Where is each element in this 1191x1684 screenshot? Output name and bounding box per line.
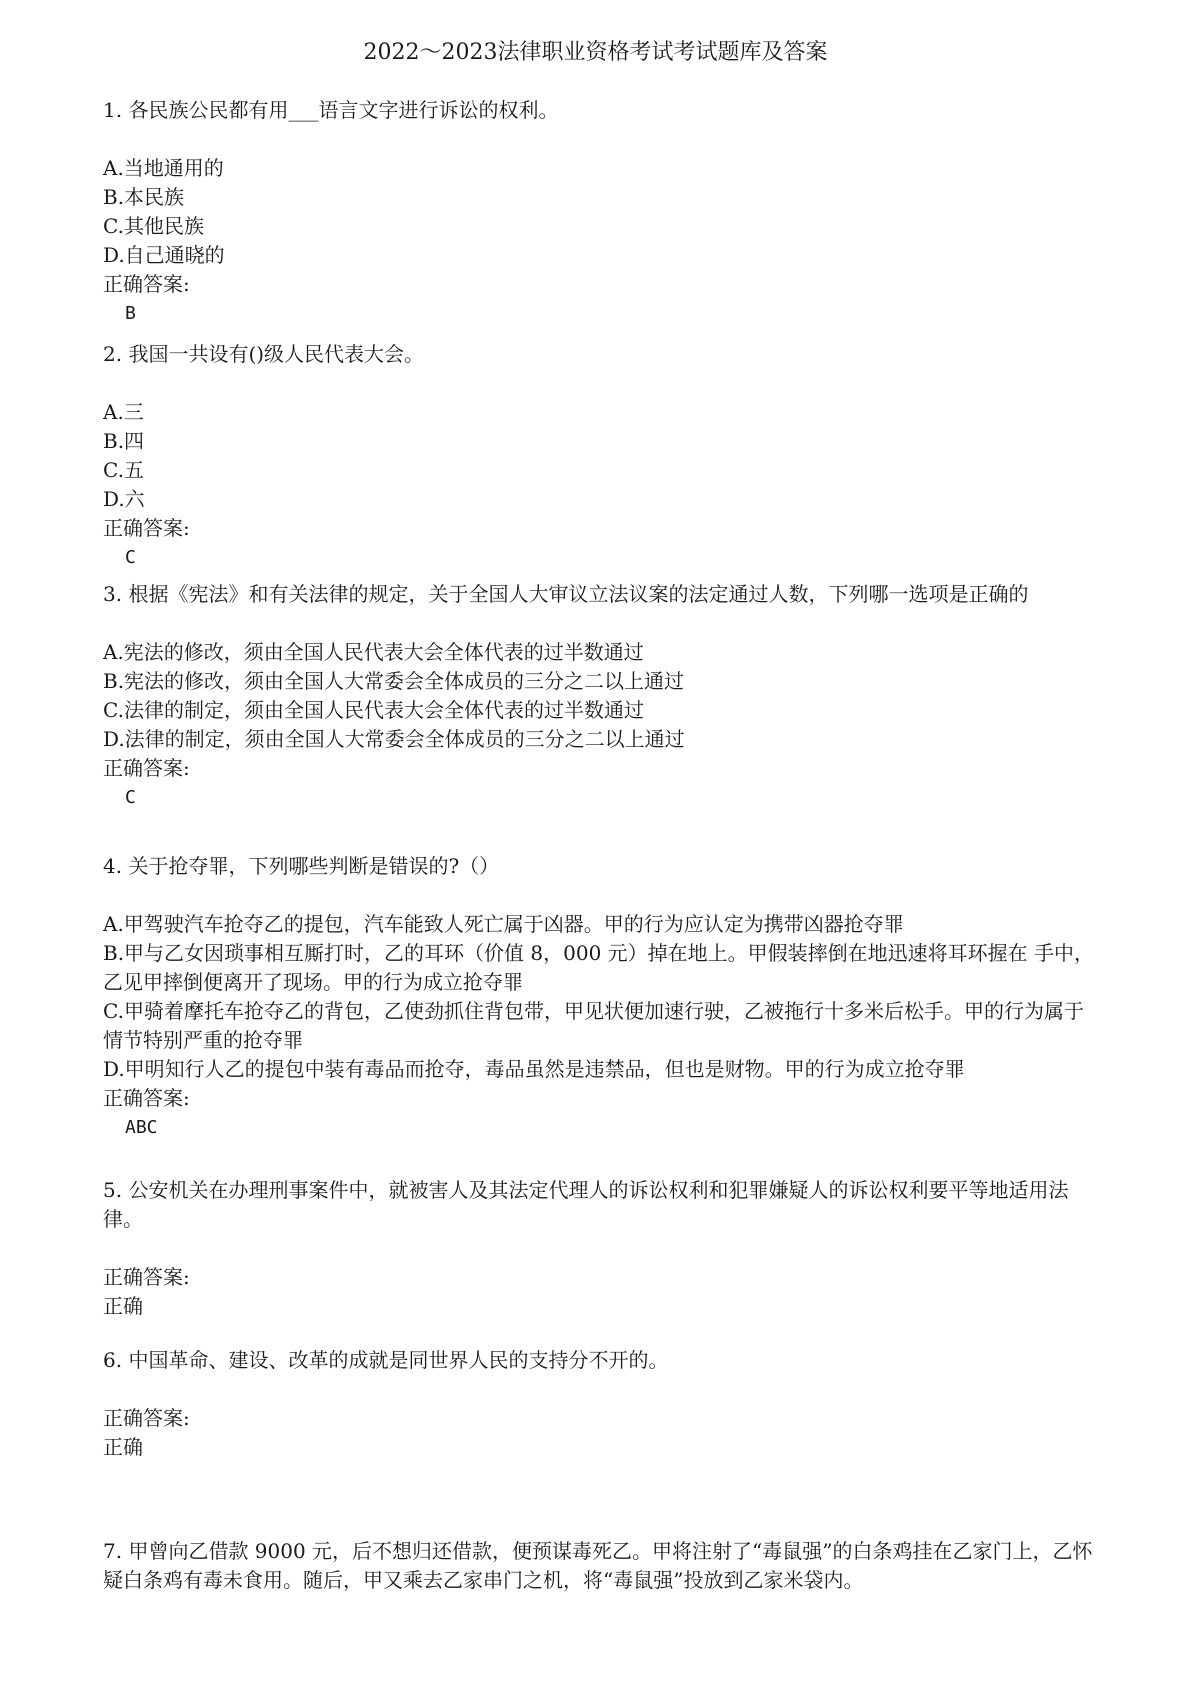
option-c: C.五 [103,458,144,482]
option-c: C.法律的制定，须由全国人民代表大会全体代表的过半数通过 [103,698,644,722]
option-b: B.本民族 [103,185,185,209]
question-stem: 7. 甲曾向乙借款 9000 元，后不想归还借款，便预谋毒死乙。甲将注射了“毒鼠强”的白条鸡挂在乙家门上，乙怀疑白条鸡有毒未食用。随后，甲又乘去乙家串门之机，将“毒鼠强”投放到乙家米袋内。 [103,1539,1093,1592]
question-stem: 6. 中国革命、建设、改革的成就是同世界人民的支持分不开的。 [103,1348,669,1372]
option-a: A.宪法的修改，须由全国人民代表大会全体代表的过半数通过 [103,640,644,664]
question-1 [103,96,1103,328]
answer-value: 正确 [103,1435,143,1459]
option-d: D.甲明知行人乙的提包中装有毒品而抢夺，毒品虽然是违禁品，但也是财物。甲的行为成立抢夺罪 [103,1057,965,1081]
answer-value: C [125,787,136,808]
question-2 [103,340,1103,572]
question-3 [103,580,1103,812]
answer-label: 正确答案: [103,1265,190,1289]
document-title: 2022～2023法律职业资格考试考试题库及答案 [363,40,828,65]
answer-label: 正确答案: [103,756,190,780]
question-stem: 1. 各民族公民都有用___语言文字进行诉讼的权利。 [103,98,559,122]
answer-label: 正确答案: [103,272,190,296]
options-list [103,910,1103,1084]
option-a: A.当地通用的 [103,156,224,180]
answer-label: 正确答案: [103,516,190,540]
question-stem: 5. 公安机关在办理刑事案件中，就被害人及其法定代理人的诉讼权利和犯罪嫌疑人的诉讼权利要平等地适用法律。 [103,1178,1069,1231]
options-list [103,398,1103,514]
option-a: A.甲驾驶汽车抢夺乙的提包，汽车能致人死亡属于凶器。甲的行为应认定为携带凶器抢夺罪 [103,912,904,936]
answer-value: B [125,303,136,324]
question-stem: 3. 根据《宪法》和有关法律的规定，关于全国人大审议立法议案的法定通过人数，下列哪一选项是正确的 [103,582,1029,606]
option-c: C.甲骑着摩托车抢夺乙的背包，乙使劲抓住背包带，甲见状便加速行驶，乙被拖行十多米后松手。甲的行为属于情节特别严重的抢夺罪 [103,999,1084,1052]
option-b: B.甲与乙女因琐事相互厮打时，乙的耳环（价值 8，000 元）掉在地上。甲假装摔倒在地迅速将耳环握在 手中，乙见甲摔倒便离开了现场。甲的行为成立抢夺罪 [103,941,1095,994]
question-4 [103,852,1103,1142]
option-d: D.自己通晓的 [103,243,225,267]
answer-value: C [125,547,136,568]
answer-label: 正确答案: [103,1406,190,1430]
question-stem: 4. 关于抢夺罪，下列哪些判断是错误的?（） [103,854,500,878]
answer-label: 正确答案: [103,1086,190,1110]
question-7 [103,1537,1103,1624]
question-6 [103,1346,1103,1462]
answer-value: ABC [125,1117,158,1138]
question-5 [103,1176,1103,1321]
answer-value: 正确 [103,1294,143,1318]
option-a: A.三 [103,400,144,424]
option-b: B.四 [103,429,145,453]
option-c: C.其他民族 [103,214,204,238]
options-list [103,154,1103,270]
option-b: B.宪法的修改，须由全国人大常委会全体成员的三分之二以上通过 [103,669,685,693]
option-d: D.法律的制定，须由全国人大常委会全体成员的三分之二以上通过 [103,727,685,751]
option-d: D.六 [103,487,145,511]
options-list [103,638,1103,754]
question-stem: 2. 我国一共设有()级人民代表大会。 [103,342,425,366]
